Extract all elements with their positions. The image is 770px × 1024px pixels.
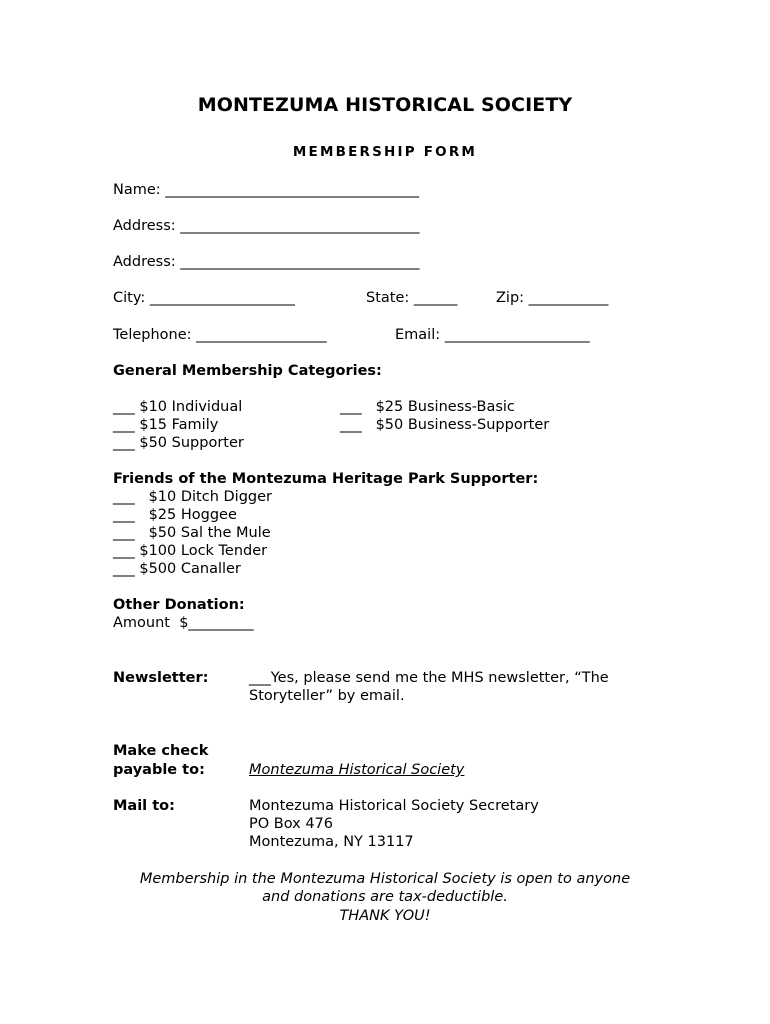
mail-address-line3: Montezuma, NY 13117	[249, 834, 414, 850]
general-categories-heading: General Membership Categories:	[113, 363, 382, 379]
option-sal-the-mule[interactable]: ___ $50 Sal the Mule	[113, 525, 271, 541]
friends-heading: Friends of the Montezuma Heritage Park Supporter:	[113, 471, 539, 487]
option-supporter[interactable]: ___ $50 Supporter	[113, 435, 244, 451]
option-family[interactable]: ___ $15 Family	[113, 417, 219, 433]
email-field[interactable]: Email: ____________________	[395, 327, 590, 343]
name-field[interactable]: Name: ___________________________________	[113, 182, 420, 198]
closing-note-line2: and donations are tax-deductible.	[262, 889, 508, 905]
form-subtitle: MEMBERSHIP FORM	[292, 144, 478, 160]
payable-to-value: Montezuma Historical Society	[249, 762, 465, 778]
newsletter-option-line2: Storyteller” by email.	[249, 688, 405, 704]
donation-amount-field[interactable]: Amount $_________	[113, 615, 254, 631]
address-field-1[interactable]: Address: _________________________________	[113, 218, 420, 234]
mail-to-label: Mail to:	[113, 798, 175, 814]
other-donation-heading: Other Donation:	[113, 597, 245, 613]
option-business-basic[interactable]: ___ $25 Business-Basic	[340, 399, 515, 415]
option-canaller[interactable]: ___ $500 Canaller	[113, 561, 241, 577]
option-lock-tender[interactable]: ___ $100 Lock Tender	[113, 543, 268, 559]
payable-label-line2: payable to:	[113, 762, 205, 778]
payable-label-line1: Make check	[113, 743, 209, 759]
city-field[interactable]: City: ____________________	[113, 290, 295, 306]
telephone-field[interactable]: Telephone: __________________	[113, 327, 327, 343]
mail-address-line1: Montezuma Historical Society Secretary	[249, 798, 539, 814]
mail-address-line2: PO Box 476	[249, 816, 334, 832]
address-field-2[interactable]: Address: _________________________________	[113, 254, 420, 270]
option-individual[interactable]: ___ $10 Individual	[113, 399, 243, 415]
option-ditch-digger[interactable]: ___ $10 Ditch Digger	[113, 489, 272, 505]
option-business-supporter[interactable]: ___ $50 Business-Supporter	[340, 417, 550, 433]
newsletter-option-line1[interactable]: ___Yes, please send me the MHS newsletter, “The	[249, 670, 609, 686]
state-field[interactable]: State: ______	[366, 290, 458, 306]
closing-thank-you: THANK YOU!	[339, 908, 431, 924]
zip-field[interactable]: Zip: ___________	[496, 290, 609, 306]
closing-note-line1: Membership in the Montezuma Historical Society is open to anyone	[139, 871, 631, 887]
page-title: MONTEZUMA HISTORICAL SOCIETY	[197, 94, 573, 116]
option-hoggee[interactable]: ___ $25 Hoggee	[113, 507, 237, 523]
newsletter-label: Newsletter:	[113, 670, 209, 686]
